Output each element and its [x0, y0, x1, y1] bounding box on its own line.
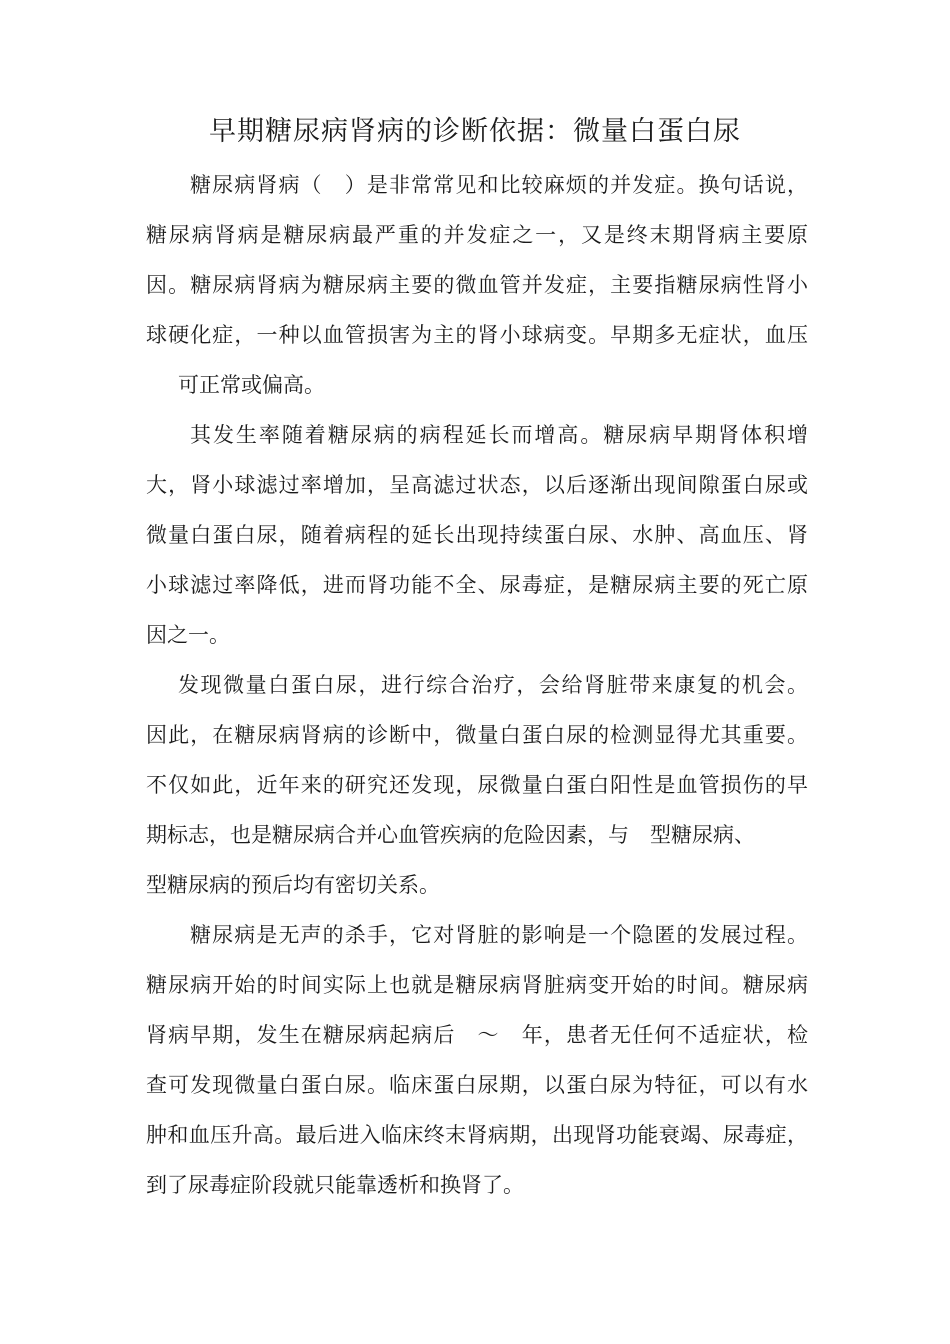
paragraph-line: 因。糖尿病肾病为糖尿病主要的微血管并发症，主要指糖尿病性肾小: [146, 273, 808, 297]
paragraph-line: 到了尿毒症阶段就只能靠透析和换肾了。: [146, 1173, 524, 1197]
paragraph-line: 糖尿病肾病是糖尿病最严重的并发症之一，又是终末期肾病主要原: [146, 223, 808, 247]
paragraph-line: 期标志，也是糖尿病合并心血管疾病的危险因素，与 型糖尿病、: [146, 823, 755, 847]
paragraph-line: 查可发现微量白蛋白尿。临床蛋白尿期，以蛋白尿为特征，可以有水: [146, 1073, 808, 1097]
paragraph-line: 其发生率随着糖尿病的病程延长而增高。糖尿病早期肾体积增: [190, 423, 808, 447]
paragraph-line: 糖尿病开始的时间实际上也就是糖尿病肾脏病变开始的时间。糖尿病: [146, 973, 808, 997]
paragraph-line: 型糖尿病的预后均有密切关系。: [146, 873, 440, 897]
paragraph-line: 因此，在糖尿病肾病的诊断中，微量白蛋白尿的检测显得尤其重要。: [146, 723, 808, 747]
paragraph-line: 糖尿病肾病（ ）是非常常见和比较麻烦的并发症。换句话说，: [190, 173, 808, 197]
paragraph-line: 球硬化症，一种以血管损害为主的肾小球病变。早期多无症状，血压: [146, 323, 808, 347]
paragraph-line: 糖尿病是无声的杀手，它对肾脏的影响是一个隐匿的发展过程。: [190, 923, 808, 947]
paragraph-line: 大，肾小球滤过率增加，呈高滤过状态，以后逐渐出现间隙蛋白尿或: [146, 473, 808, 497]
paragraph-line: 发现微量白蛋白尿，进行综合治疗，会给肾脏带来康复的机会。: [178, 673, 808, 697]
paragraph-line: 微量白蛋白尿，随着病程的延长出现持续蛋白尿、水肿、高血压、肾: [146, 523, 808, 547]
paragraph-line: 不仅如此，近年来的研究还发现，尿微量白蛋白阳性是血管损伤的早: [146, 773, 808, 797]
paragraph-line: 小球滤过率降低，进而肾功能不全、尿毒症，是糖尿病主要的死亡原: [146, 573, 808, 597]
paragraph-line: 因之一。: [146, 623, 230, 647]
paragraph-line: 肾病早期，发生在糖尿病起病后 ～ 年，患者无任何不适症状，检: [146, 1023, 808, 1047]
document-title: 早期糖尿病肾病的诊断依据：微量白蛋白尿: [209, 116, 741, 147]
paragraph-line: 肿和血压升高。最后进入临床终末肾病期，出现肾功能衰竭、尿毒症，: [146, 1123, 808, 1147]
paragraph-line: 可正常或偏高。: [178, 373, 325, 397]
